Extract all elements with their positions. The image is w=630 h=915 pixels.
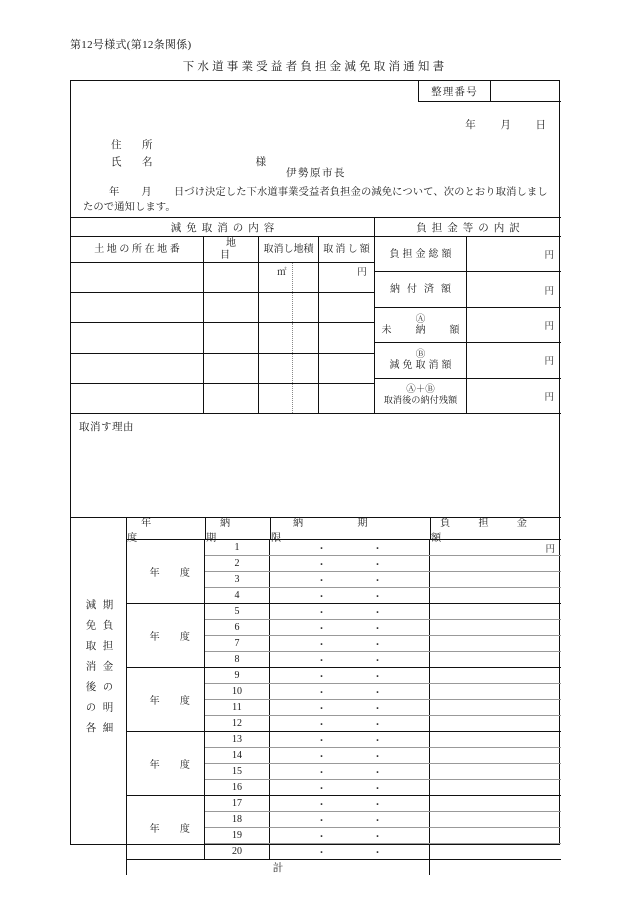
- breakdown-value[interactable]: [467, 379, 561, 413]
- installment-amount[interactable]: [430, 588, 561, 603]
- table-row: [205, 556, 561, 572]
- table-row: [205, 540, 561, 556]
- due-separator: ・: [372, 640, 383, 651]
- total-label: 計: [127, 860, 430, 875]
- cell-cancel-amount[interactable]: [318, 293, 374, 322]
- table-row: [205, 828, 561, 844]
- installment-amount[interactable]: [430, 796, 561, 811]
- group-fiscal-year[interactable]: 年 度: [127, 796, 205, 859]
- installment-amount[interactable]: [430, 572, 561, 587]
- breakdown-label: [375, 272, 467, 306]
- col-installment: 納 期: [206, 517, 269, 544]
- due-separator: ・: [372, 720, 383, 731]
- section-reason[interactable]: [71, 413, 561, 517]
- due-separator: ・: [316, 800, 327, 811]
- due-separator: ・: [372, 624, 383, 635]
- schedule-group: [127, 540, 561, 604]
- installment-number: 13: [205, 732, 270, 747]
- due-separator: ・: [372, 816, 383, 827]
- breakdown-label-text: 負担金総額: [389, 248, 455, 260]
- installment-number: 15: [205, 764, 270, 779]
- unit-yen: 円: [545, 545, 555, 555]
- installment-number: 2: [205, 556, 270, 571]
- schedule-total-row: [71, 860, 561, 875]
- breakdown-value[interactable]: [467, 272, 561, 306]
- table-row: [71, 384, 374, 413]
- due-separator: ・: [372, 656, 383, 667]
- table-row: [205, 796, 561, 812]
- unit-yen: 円: [544, 357, 554, 368]
- table-row: [205, 588, 561, 603]
- due-separator: ・: [372, 672, 383, 683]
- table-row: [205, 636, 561, 652]
- due-separator: ・: [372, 752, 383, 763]
- cell-cancel-area[interactable]: [258, 263, 318, 292]
- section-cancellation-details: [71, 217, 561, 413]
- breakdown-value[interactable]: [467, 343, 561, 377]
- breakdown-label-text: 取消後の納付残額: [383, 395, 458, 406]
- installment-number: 14: [205, 748, 270, 763]
- recipient-name-label: 氏 名: [111, 157, 158, 168]
- table-row: [205, 732, 561, 748]
- due-separator: ・: [316, 624, 327, 635]
- installment-due-date[interactable]: [270, 588, 430, 603]
- breakdown-label-text: 減免取消額: [389, 359, 455, 371]
- unit-yen: 円: [357, 268, 369, 278]
- installment-amount[interactable]: [430, 748, 561, 763]
- col-due-date: 納 期 限: [270, 518, 430, 539]
- table-row: [205, 780, 561, 795]
- installment-due-date[interactable]: [270, 812, 430, 827]
- cell-cancel-amount[interactable]: [318, 384, 374, 413]
- table-row: [71, 354, 374, 384]
- due-separator: ・: [316, 848, 327, 859]
- cell-cancel-amount[interactable]: [318, 323, 374, 352]
- cell-cancel-amount[interactable]: [318, 354, 374, 383]
- schedule-group: [127, 604, 561, 668]
- installment-amount[interactable]: [430, 716, 561, 731]
- installment-due-date[interactable]: [270, 844, 430, 859]
- installment-number: 20: [205, 844, 270, 859]
- group-installments: [205, 540, 561, 603]
- breakdown-table: [374, 218, 561, 413]
- cell-cancel-amount[interactable]: [318, 263, 374, 292]
- form-frame: [70, 80, 560, 874]
- area-divider: [292, 384, 293, 413]
- unit-square-meter: ㎡: [277, 268, 287, 278]
- installment-due-date[interactable]: [270, 796, 430, 811]
- col-land-category: 地目: [203, 237, 258, 262]
- cell-land-location[interactable]: [71, 293, 203, 322]
- breakdown-value[interactable]: [467, 308, 561, 342]
- installment-amount[interactable]: [430, 732, 561, 747]
- breakdown-mark-sum: Ⓐ＋Ⓑ: [406, 385, 435, 396]
- installment-number: 7: [205, 636, 270, 651]
- installment-number: 5: [205, 604, 270, 619]
- table-row: [375, 379, 561, 413]
- group-fiscal-year[interactable]: 年 度: [127, 540, 205, 603]
- col-cancel-amount: 取消し額: [318, 237, 374, 262]
- area-divider: [292, 293, 293, 322]
- total-value[interactable]: [430, 860, 561, 875]
- installment-due-date[interactable]: [270, 700, 430, 715]
- breakdown-value[interactable]: [467, 237, 561, 271]
- recipient-honorific: 様: [255, 157, 267, 168]
- due-separator: ・: [316, 608, 327, 619]
- group-fiscal-year[interactable]: 年 度: [127, 604, 205, 667]
- due-separator: ・: [372, 592, 383, 603]
- body-sentence-cont: します。: [134, 202, 176, 213]
- schedule-header: [127, 517, 561, 544]
- installment-number: 11: [205, 700, 270, 715]
- due-separator: ・: [316, 816, 327, 827]
- installment-due-date[interactable]: [270, 572, 430, 587]
- breakdown-label-text: 未 納 額: [381, 324, 467, 336]
- table-row: [205, 668, 561, 684]
- table-row: [205, 748, 561, 764]
- cell-land-category[interactable]: [203, 384, 258, 413]
- cell-land-category[interactable]: [203, 354, 258, 383]
- due-separator: ・: [372, 736, 383, 747]
- table-row: [375, 308, 561, 343]
- due-separator: ・: [372, 848, 383, 859]
- installment-number: 17: [205, 796, 270, 811]
- due-separator: ・: [316, 688, 327, 699]
- due-separator: ・: [316, 752, 327, 763]
- installment-amount[interactable]: [430, 540, 561, 555]
- installment-amount[interactable]: [430, 668, 561, 683]
- cancel-table-title: 減免取消の内容: [71, 218, 374, 237]
- installment-due-date[interactable]: [270, 764, 430, 779]
- installment-amount[interactable]: [430, 604, 561, 619]
- table-row: [205, 764, 561, 780]
- installment-number: 4: [205, 588, 270, 603]
- installment-number: 8: [205, 652, 270, 667]
- installment-due-date[interactable]: [270, 780, 430, 795]
- body-sentence: 日づけ決定した下水道事業受益者負担金の減免について、次のとおり取消しましたので通知: [83, 187, 548, 213]
- area-divider: [292, 263, 293, 292]
- table-row: [205, 652, 561, 667]
- cell-cancel-area[interactable]: [258, 384, 318, 413]
- cell-land-category[interactable]: [203, 293, 258, 322]
- table-row: [205, 844, 561, 859]
- table-row: [205, 572, 561, 588]
- cell-cancel-area[interactable]: [258, 354, 318, 383]
- breakdown-label: [375, 308, 467, 342]
- schedule-vertical-label: [71, 518, 127, 860]
- due-separator: ・: [372, 832, 383, 843]
- table-row: [205, 700, 561, 716]
- reference-number-label: 整理番号: [418, 81, 490, 102]
- reference-number-field[interactable]: [490, 81, 561, 102]
- total-spacer: [71, 860, 127, 875]
- due-separator: ・: [372, 608, 383, 619]
- group-fiscal-year[interactable]: 年 度: [127, 732, 205, 795]
- due-separator: ・: [372, 576, 383, 587]
- col-payment-amount: 負 担 金 額: [430, 518, 561, 539]
- unit-yen: 円: [544, 286, 554, 297]
- cell-cancel-area[interactable]: [258, 323, 318, 352]
- issuer-name: 伊勢原市長: [286, 168, 346, 179]
- table-row: [375, 237, 561, 272]
- area-divider: [292, 323, 293, 352]
- table-row: [71, 323, 374, 353]
- breakdown-label: [375, 343, 467, 377]
- recipient-address-row: [111, 137, 266, 154]
- section-payment-schedule: [71, 517, 561, 874]
- group-installments: [205, 668, 561, 731]
- installment-due-date[interactable]: [270, 540, 430, 555]
- installment-number: 1: [205, 540, 270, 555]
- cell-land-location[interactable]: [71, 354, 203, 383]
- due-separator: ・: [316, 784, 327, 795]
- due-separator: ・: [316, 672, 327, 683]
- due-separator: ・: [372, 784, 383, 795]
- due-separator: ・: [372, 800, 383, 811]
- installment-number: 16: [205, 780, 270, 795]
- due-separator: ・: [372, 544, 383, 555]
- schedule-vertical-label-right: 期負担金の明細: [101, 599, 113, 743]
- issue-date-line: [445, 117, 547, 132]
- cell-land-location[interactable]: [71, 323, 203, 352]
- due-separator: ・: [316, 768, 327, 779]
- installment-amount[interactable]: [430, 620, 561, 635]
- table-row: [205, 620, 561, 636]
- group-installments: [205, 604, 561, 667]
- group-installments: [205, 796, 561, 859]
- cancel-table-header: [71, 237, 374, 263]
- unit-yen: 円: [544, 322, 554, 333]
- installment-due-date[interactable]: [270, 668, 430, 683]
- installment-amount[interactable]: [430, 780, 561, 795]
- installment-number: 3: [205, 572, 270, 587]
- cancel-table: [71, 218, 374, 413]
- due-separator: ・: [316, 544, 327, 555]
- schedule-group: [127, 732, 561, 796]
- table-row: [71, 263, 374, 293]
- schedule-main: [71, 518, 561, 860]
- table-row: [205, 812, 561, 828]
- due-separator: ・: [316, 720, 327, 731]
- due-separator: ・: [316, 592, 327, 603]
- due-separator: ・: [372, 704, 383, 715]
- breakdown-label: [375, 237, 467, 271]
- schedule-body: [127, 518, 561, 860]
- schedule-vertical-label-left: 減免取消後の各: [84, 599, 96, 743]
- installment-due-date[interactable]: [270, 732, 430, 747]
- due-separator: ・: [372, 768, 383, 779]
- group-installments: [205, 732, 561, 795]
- issue-date-day: 日: [535, 120, 547, 131]
- unit-yen: 円: [544, 251, 554, 262]
- table-row: [205, 716, 561, 731]
- installment-amount[interactable]: [430, 684, 561, 699]
- due-separator: ・: [316, 656, 327, 667]
- installment-number: 10: [205, 684, 270, 699]
- breakdown-table-title: 負担金等の内訳: [375, 218, 561, 237]
- breakdown-mark-b: Ⓑ: [415, 349, 426, 360]
- form-number: 第12号様式(第12条関係): [70, 39, 192, 51]
- schedule-group: [127, 796, 561, 860]
- group-fiscal-year[interactable]: 年 度: [127, 668, 205, 731]
- reason-label: 取消す理由: [79, 422, 134, 433]
- installment-number: 12: [205, 716, 270, 731]
- col-land-location: 土地の所在地番: [94, 243, 183, 255]
- due-separator: ・: [316, 832, 327, 843]
- cell-land-location[interactable]: [71, 263, 203, 292]
- area-divider: [292, 354, 293, 383]
- schedule-group: [127, 668, 561, 732]
- table-row: [375, 343, 561, 378]
- table-row: [205, 684, 561, 700]
- breakdown-label-text: 納付済額: [390, 284, 458, 296]
- issue-date-year: 年: [465, 120, 477, 131]
- cell-cancel-area[interactable]: [258, 293, 318, 322]
- table-row: [71, 293, 374, 323]
- reference-number-box: [418, 81, 561, 102]
- unit-yen: 円: [544, 392, 554, 403]
- installment-amount[interactable]: [430, 844, 561, 859]
- due-separator: ・: [316, 704, 327, 715]
- due-separator: ・: [316, 560, 327, 571]
- body-year: 年: [109, 187, 120, 198]
- installment-due-date[interactable]: [270, 716, 430, 731]
- body-month: 月: [141, 187, 152, 198]
- col-fiscal-year: 年 度: [127, 517, 190, 544]
- cell-land-category[interactable]: [203, 323, 258, 352]
- installment-due-date[interactable]: [270, 620, 430, 635]
- due-separator: ・: [372, 688, 383, 699]
- table-row: [375, 272, 561, 307]
- installment-due-date[interactable]: [270, 684, 430, 699]
- installment-due-date[interactable]: [270, 652, 430, 667]
- installment-number: 6: [205, 620, 270, 635]
- installment-amount[interactable]: [430, 556, 561, 571]
- installment-number: 18: [205, 812, 270, 827]
- cell-land-category[interactable]: [203, 263, 258, 292]
- breakdown-label: [375, 379, 467, 413]
- installment-number: 9: [205, 668, 270, 683]
- installment-due-date[interactable]: [270, 748, 430, 763]
- due-separator: ・: [316, 640, 327, 651]
- installment-due-date[interactable]: [270, 556, 430, 571]
- due-separator: ・: [372, 560, 383, 571]
- table-row: [205, 604, 561, 620]
- issue-date-month: 月: [500, 120, 512, 131]
- installment-amount[interactable]: [430, 636, 561, 651]
- installment-amount[interactable]: [430, 652, 561, 667]
- installment-amount[interactable]: [430, 812, 561, 827]
- installment-amount[interactable]: [430, 764, 561, 779]
- installment-number: 19: [205, 828, 270, 843]
- installment-amount[interactable]: [430, 828, 561, 843]
- cell-land-location[interactable]: [71, 384, 203, 413]
- due-separator: ・: [316, 576, 327, 587]
- notice-body: [83, 185, 549, 215]
- due-separator: ・: [316, 736, 327, 747]
- installment-due-date[interactable]: [270, 828, 430, 843]
- installment-amount[interactable]: [430, 700, 561, 715]
- installment-due-date[interactable]: [270, 604, 430, 619]
- installment-due-date[interactable]: [270, 636, 430, 651]
- document-title: 下水道事業受益者負担金減免取消通知書: [182, 61, 448, 73]
- breakdown-mark-a: Ⓐ: [415, 314, 426, 325]
- recipient-address-label: 住 所: [111, 140, 158, 151]
- col-cancel-area: 取消し地積: [258, 237, 318, 262]
